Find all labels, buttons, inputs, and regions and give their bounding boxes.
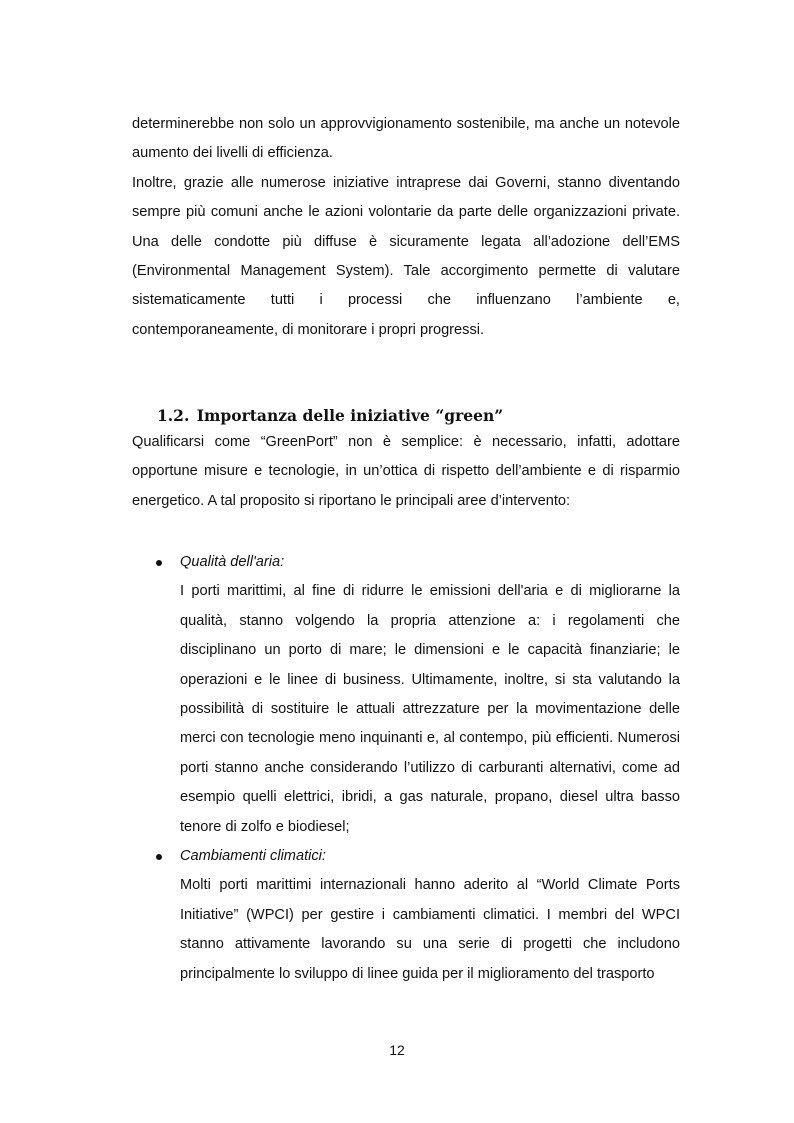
list-item (132, 548, 680, 842)
list-item-body: I porti marittimi, al fine di ridurre le emissioni dell'aria e di migliorarne la qualità, stanno volgendo la propria attenzione a: i regolamenti che disciplinano un porto di mare; le dimensioni e le capacità finanziarie; le operazioni e le linee di business. Ultimamente, inoltre, si sta valutando la possibilità di sostituire le attuali attrezzature per la movimentazione delle merci con tecnologie meno inquinanti e, al contempo, più efficienti. Numerosi porti stanno anche considerando l’utilizzo di carburanti alternativi, come ad esempio quelli elettrici, ibridi, a gas naturale, propano, diesel ultra basso tenore di zolfo e biodiesel; (180, 583, 680, 835)
bullet-icon (156, 854, 162, 860)
list-item (132, 842, 680, 989)
intro-text (132, 110, 680, 345)
section-number: 1.2. (157, 406, 190, 425)
intervention-areas-list (132, 548, 680, 989)
list-item-title: Cambiamenti climatici: (180, 848, 326, 865)
section-heading (157, 402, 503, 430)
list-item-title: Qualità dell'aria: (180, 554, 285, 570)
section-title: Importanza delle iniziative “green” (196, 406, 504, 425)
page-number: 12 (389, 1042, 405, 1058)
list-item-body: Molti porti marittimi internazionali hanno aderito al “World Climate Ports Initiative” (WPCI) per gestire i cambiamenti climatici. I membri del WPCI stanno attivamente lavorando su una serie di progetti che includono principalmente lo sviluppo di linee guida per il miglioramento del trasporto (180, 877, 680, 982)
intro-paragraph-2: Inoltre, grazie alle numerose iniziative intraprese dai Governi, stanno diventando sempre più comuni anche le azioni volontarie da parte delle organizzazioni private. Una delle condotte più diffuse è sicuramente legata all’adozione dell’EMS (Environmental Management System). Tale accorgimento permette di valutare sistematicamente tutti i processi che influenzano l’ambiente e, contemporaneamente, di monitorare i propri progressi. (132, 174, 680, 338)
bullet-icon (156, 560, 162, 566)
section-text (132, 428, 680, 516)
section-paragraph: Qualificarsi come “GreenPort” non è semplice: è necessario, infatti, adottare opportune misure e tecnologie, in un’ottica di rispetto dell’ambiente e di risparmio energetico. A tal proposito si riportano le principali aree d’intervento: (132, 434, 680, 509)
intro-paragraph-1: determinerebbe non solo un approvvigionamento sostenibile, ma anche un notevole aumento dei livelli di efficienza. (132, 116, 680, 162)
